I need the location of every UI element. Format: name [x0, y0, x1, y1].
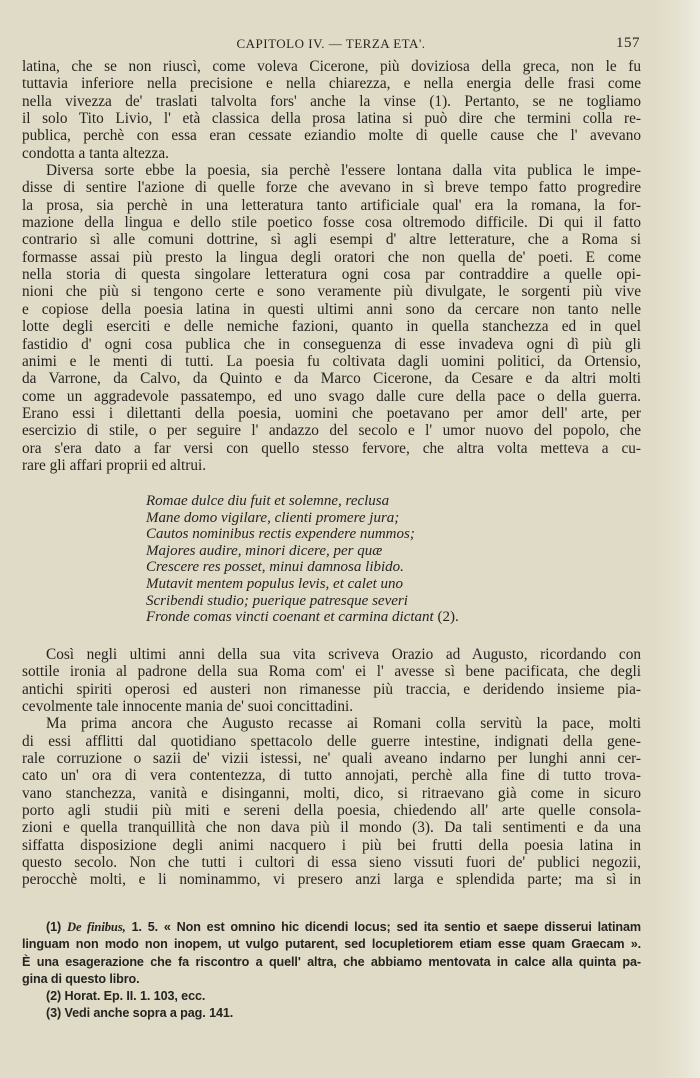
text-line — [22, 283, 641, 300]
line-text: cato un' ora di vera contentezza, di tutto annojati, perchè alla fine di tutto trova- — [22, 767, 641, 785]
text-line — [22, 457, 641, 474]
line-text: gina di questo libro. — [22, 971, 140, 986]
line-text: Majores audire, minori dicere, per quæ — [146, 542, 383, 559]
text-line — [22, 767, 641, 784]
text-line — [22, 646, 641, 663]
line-text: la prosa, sia perchè in una letteratura tanto artificiale qual' era la romana, la for- — [22, 196, 641, 214]
text-line — [22, 871, 641, 888]
text-line — [22, 422, 641, 439]
line-text: fastidio d' ogni cosa publica che in conseguenza di esse invadeva ogni dì più gli — [22, 335, 641, 353]
line-text: questo secolo. Non che tutti i cultori di essa sieno vissuti fuori de' publici negozii, — [22, 854, 641, 872]
chapter-title: CAPITOLO IV. — TERZA ETA'. — [236, 36, 426, 51]
text-line — [146, 609, 566, 626]
text-line — [22, 971, 641, 988]
text-line — [22, 249, 641, 266]
text-line — [22, 370, 641, 387]
line-text: Crescere res posset, minui damnosa libido. — [146, 559, 404, 576]
line-text: formasse assai più presto la lingua degli oratori che non quella de' poeti. E come — [22, 248, 641, 266]
line-text: condotta a tanta altezza. — [22, 144, 169, 162]
line-text: ora s'era dato a far versi con quello stesso fervore, che altra volta metteva a cu- — [22, 439, 641, 457]
text-line — [22, 145, 641, 162]
footnote-text: 1. 5. « Non est omnino hic dicendi locus; sed ita sentio et saepe disserui latinam — [131, 920, 642, 934]
line-text: tuttavia inferiore nella precisione e nella chiarezza, e nella energia delle frasi come — [22, 75, 641, 93]
text-line — [22, 837, 641, 854]
line-text: come un aggradevole passatempo, ed uno svago dalle cure della pace o della guerra. — [22, 387, 641, 405]
line-text: esercizio di stile, o per seguire l' andazzo del secolo e l' umor nuovo del popolo, che — [22, 422, 641, 440]
line-text: (3) Vedi anche sopra a pag. 141. — [46, 1006, 234, 1021]
line-text: Scribendi studio; puerique patresque severi — [146, 592, 408, 609]
text-line — [22, 162, 641, 179]
line-text: mazione della lingua e dello stile poetico fosse cosa oltremodo difficile. Di qui il fatto — [22, 214, 641, 232]
line-text: linguam non modo non inopem, ut vulgo putarent, sed locupletiorem etiam esse quam Graecam ». — [22, 937, 641, 952]
text-line — [22, 93, 641, 110]
text-line — [22, 988, 641, 1005]
line-text: Romae dulce diu fuit et solemne, reclusa — [146, 493, 390, 509]
text-line — [22, 318, 641, 335]
line-text: latina, che se non riuscì, come voleva Cicerone, più doviziosa della greca, non le fu — [22, 58, 641, 75]
line-text: sottile ironia al padrone della sua Roma com' ei l' avesse sì bene pacificata, che degli — [22, 663, 641, 681]
line-text: zioni e quella tranquillità che non dava più il mondo (3). Da tali sentimenti e da una — [22, 819, 641, 837]
page-number: 157 — [616, 35, 640, 51]
line-text: lotte degli eserciti e delle nemiche fazioni, quanto in quella stanchezza ed in quel — [22, 318, 641, 336]
line-text: nioni che più si tengono certe e sono veramente più divulgate, le sorgenti più vive — [22, 283, 641, 301]
text-line — [22, 214, 641, 231]
text-line — [22, 336, 641, 353]
text-line — [22, 127, 641, 144]
text-line — [22, 58, 641, 75]
text-line — [146, 559, 566, 576]
line-text: antichi spiriti operosi ed austeri non rimanesse più traccia, e deridendo insieme pia- — [22, 680, 641, 698]
footnote-marker: (1) — [46, 920, 62, 934]
text-line — [22, 663, 641, 680]
line-text: animi e le menti di tutti. La poesia fu coltivata dagli uomini politici, da Ortensio, — [22, 352, 641, 370]
line-text: e copiose della poesia latina in questi ultimi anni sono da cercare non tanto nelle — [22, 300, 641, 318]
line-text: Erano essi i dilettanti della poesia, uomini che poetavano per amor dell' arte, per — [22, 404, 641, 422]
poem-quotation — [146, 493, 566, 626]
line-text: vano stanchezza, vanità e disinganni, molti, dico, si ritraevano già come in sicuro — [22, 784, 641, 802]
footnote-lines — [22, 936, 641, 1022]
line-text: da Varrone, da Calvo, da Quinto e da Marco Cicerone, da Cesare e da altri molti — [22, 370, 641, 388]
text-line — [22, 301, 641, 318]
line-text: porto agli studii più miti e sereni della poesia, chiedendo all' arte quelle consola- — [22, 802, 641, 820]
line-text: rare gli affari proprii ed altrui. — [22, 456, 207, 474]
footnote-reference: (2). — [437, 609, 459, 626]
text-line — [22, 785, 641, 802]
text-line — [22, 405, 641, 422]
line-text: publica, perchè con essa eran cessate eziandio molte di quelle cause che l' avevano — [22, 127, 641, 145]
text-line — [22, 179, 641, 196]
text-line — [22, 75, 641, 92]
text-line — [22, 440, 641, 457]
line-text: Mane domo vigilare, clienti promere jura; — [146, 509, 400, 526]
text-line — [22, 266, 641, 283]
text-line — [22, 936, 641, 953]
line-text: Diversa sorte ebbe la poesia, sia perchè l'essere lontana dalla vita publica le impe- — [46, 162, 641, 180]
text-line — [146, 493, 566, 510]
text-line — [146, 543, 566, 560]
body-text-section-1 — [22, 58, 641, 474]
line-text: Cautos nominibus rectis expendere nummos; — [146, 526, 415, 543]
text-line — [22, 110, 641, 127]
text-line — [146, 593, 566, 610]
text-line — [22, 715, 641, 732]
text-line — [146, 576, 566, 593]
text-line — [22, 197, 641, 214]
line-text: contrario sì alle comuni dottrine, sì agli esempi d' altre letterature, che a Roma si — [22, 231, 641, 249]
line-text: nella storia di questa singolare letteratura ogni cosa par contraddire a quelle opi- — [22, 266, 641, 284]
line-text: Mutavit mentem populus levis, et calet uno — [146, 575, 404, 592]
text-line — [22, 388, 641, 405]
text-line — [146, 510, 566, 527]
footnotes — [22, 919, 641, 1023]
line-text: siffatta disposizione degli animi nacquero i più bei frutti della poesia latina in — [22, 836, 641, 854]
line-text: Fronde comas vincti coenant et carmina dictant — [146, 609, 434, 626]
text-line — [146, 526, 566, 543]
line-text: Ma prima ancora che Augusto recasse ai Romani colla servitù la pace, molti — [46, 715, 641, 733]
line-text: disse di sentire l'azione di quelle forze che avevano in sì breve tempo fatto progredire — [22, 179, 641, 197]
line-text: (2) Horat. Ep. II. 1. 103, ecc. — [46, 989, 206, 1004]
line-text: È una esagerazione che fa riscontro a quell' altra, che abbiamo mentovata in calce alla quinta pa- — [22, 954, 641, 969]
running-header — [22, 36, 640, 54]
text-line — [22, 733, 641, 750]
footnote-work-title: De finibus, — [66, 920, 126, 934]
footnote-1-first-line — [22, 919, 641, 936]
text-line — [22, 681, 641, 698]
line-text: rale corruzione o sazii de' vizii istessi, ne' quali aveano indarno per lunghi anni cer- — [22, 750, 641, 768]
line-text: perocchè molti, e li nominammo, vi presero anzi larga e splendida parte; ma sì in — [22, 871, 641, 889]
line-text: il solo Tito Livio, l' età classica della prosa latina si può dire che termini colla re- — [22, 110, 641, 128]
text-line — [22, 698, 641, 715]
page-edge-shadow — [654, 0, 700, 1078]
text-line — [22, 353, 641, 370]
text-line — [22, 802, 641, 819]
text-line — [22, 231, 641, 248]
body-text-section-2 — [22, 646, 641, 889]
text-line — [22, 819, 641, 836]
line-text: cevolmente tale innocente mania de' suoi concittadini. — [22, 698, 354, 716]
line-text: nella vivezza de' traslati talvolta fors' anche la vinse (1). Pertanto, se ne togliamo — [22, 92, 641, 110]
text-line — [22, 1005, 641, 1022]
line-text: di essi afflitti dal quotidiano spettacolo delle guerre intestine, indignati della gene- — [22, 732, 641, 750]
text-line — [22, 854, 641, 871]
text-line — [22, 750, 641, 767]
text-line — [22, 954, 641, 971]
line-text: Così negli ultimi anni della sua vita scriveva Orazio ad Augusto, ricordando con — [46, 646, 641, 663]
